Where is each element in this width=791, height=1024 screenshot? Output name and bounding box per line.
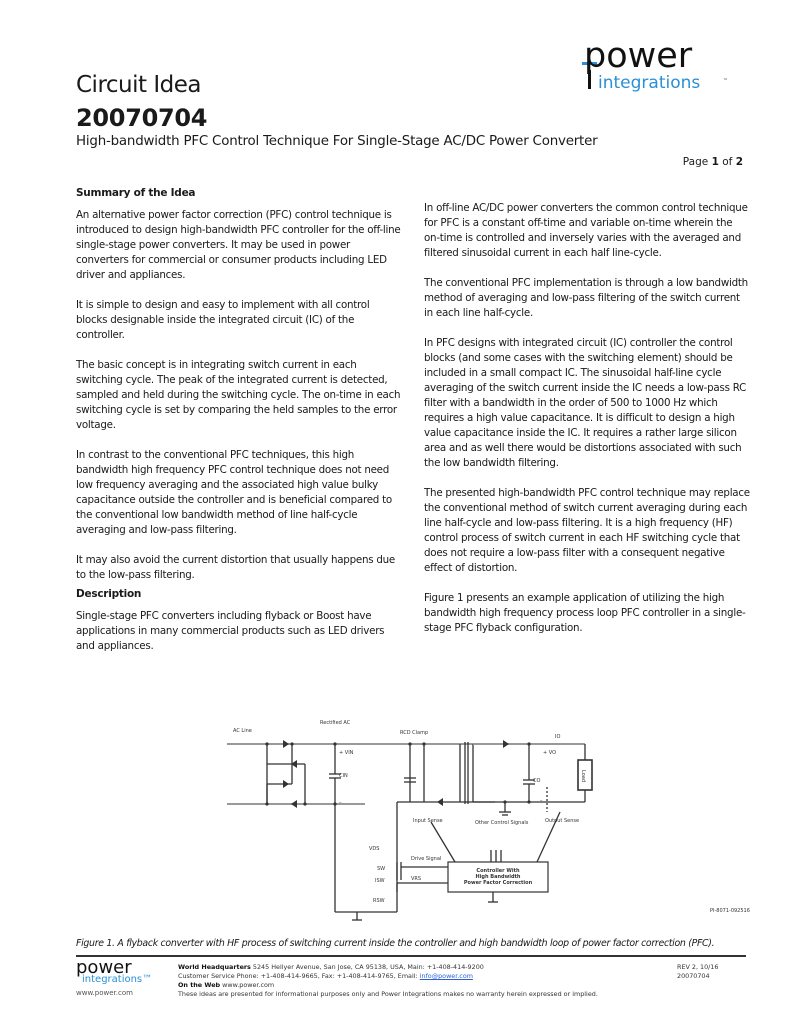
controller-label: Power Factor Correction: [463, 880, 533, 886]
clamp-diode-icon: [437, 798, 443, 806]
label-rcd-clamp: RCD Clamp: [400, 730, 429, 736]
label-vds: VDS: [369, 846, 380, 852]
body-paragraph: Figure 1 presents an example application of utilizing the high bandwidth high frequency process loop PFC controller in a single-stage PFC flyback configuration.: [424, 592, 746, 634]
web-label: On the Web: [178, 981, 221, 989]
label-other-control-signals: Other Control Signals: [475, 820, 529, 826]
label-ac-line: AC Line: [233, 728, 252, 734]
page-current: 1: [711, 156, 719, 168]
footer-logo-word-integrations: integrations™: [82, 974, 153, 985]
bridge-diode-icon: [283, 740, 289, 748]
label-vin: + VIN: [339, 750, 354, 756]
footer-logo-web: www.power.com: [76, 989, 133, 997]
revision-text: REV 2, 10/16: [677, 963, 719, 971]
summary-paragraph: It may also avoid the current distortion that usually happens due to the low-pass filtering.: [76, 554, 396, 581]
body-paragraph: The presented high-bandwidth PFC control technique may replace the conventional method of switch current averaging during each line half-cycle and low-pass filtering. It is a high frequency (HF) control process of switch current in each HF switching cycle that does not require a low-pass filter with a consequent negative effect of distortion.: [424, 487, 750, 574]
doc-type-heading: Circuit Idea: [76, 72, 201, 98]
output-diode-icon: [503, 740, 509, 748]
power-integrations-logo: [582, 36, 742, 100]
hq-text: 5245 Hellyer Avenue, San Jose, CA 95138, USA, Main: +1-408-414-9200: [252, 963, 484, 971]
footer-revision: [677, 963, 718, 981]
label-isw: ISW: [375, 878, 385, 884]
description-paragraph: Single-stage PFC converters including flyback or Boost have applications in many commercial products such as LED drivers and appliances.: [76, 610, 385, 652]
footer-logo-word-power: power: [76, 957, 132, 978]
page-total: 2: [735, 156, 743, 168]
hq-label: World Headquarters: [178, 963, 251, 971]
figure-id: PI-8071-092516: [710, 908, 750, 914]
label-vo: + VO: [543, 750, 557, 756]
footer-logo: [76, 957, 166, 1010]
left-column: [76, 186, 402, 669]
bridge-diode-icon: [283, 780, 289, 788]
summary-paragraph: In contrast to the conventional PFC techniques, this high bandwidth high frequency PFC control technique does not need low frequency averaging and the associated high value bulky capacitance outside the controller and is beneficial compared to the conventional low bandwidth method of line half-cycle averaging and low-pass filtering.: [76, 449, 392, 536]
label-rsw: RSW: [373, 898, 385, 904]
page-label: Page: [682, 156, 709, 168]
logo-trademark: ™: [723, 78, 728, 84]
label-load: Load: [580, 770, 586, 782]
label-input-sense: Input Sense: [413, 818, 443, 824]
figure-caption: Figure 1. A flyback converter with HF process of switching current inside the controller and high bandwidth loop of power factor correction (PFC).: [76, 938, 715, 949]
label-co: CO: [533, 778, 541, 784]
label-minus-in: –: [339, 800, 342, 806]
doc-number-heading: 20070704: [76, 104, 208, 132]
email-link[interactable]: info@power.com: [419, 972, 473, 980]
summary-paragraph: The basic concept is in integrating switch current in each switching cycle. The peak of the integrated current is detected, sampled and held during the switching cycle. The on-time in each switching cycle is set by comparing the held samples to the error voltage.: [76, 359, 401, 431]
disclaimer: These ideas are presented for informational purposes only and Power Integrations makes no warranty herein expressed or implied.: [178, 990, 598, 998]
controller-label: High Bandwidth: [475, 874, 521, 880]
label-drive-signal: Drive Signal: [411, 856, 442, 862]
page-indicator: [683, 156, 743, 168]
label-rectified-ac: Rectified AC: [320, 720, 351, 726]
flyback-schematic: [215, 712, 775, 932]
footer-doc-number: 20070704: [677, 972, 710, 980]
summary-paragraph: An alternative power factor correction (PFC) control technique is introduced to design high-bandwidth PFC controller for the off-line single-stage power converters. It may be used in power converters for commercial or consumer products including LED driver and appliances.: [76, 209, 401, 281]
customer-service-text: Customer Service Phone: +1-408-414-9665, Fax: +1-408-414-9765, Email:: [178, 972, 418, 980]
label-sw: SW: [377, 866, 386, 872]
summary-heading: Summary of the Idea: [76, 187, 196, 199]
bridge-diode-icon: [291, 800, 297, 808]
label-cin: CIN: [339, 773, 348, 779]
doc-title: High-bandwidth PFC Control Technique For Single-Stage AC/DC Power Converter: [76, 134, 598, 149]
right-column: [424, 201, 750, 651]
body-paragraph: In PFC designs with integrated circuit (IC) controller the control blocks (and some cases with the switching element) should be included in a small compact IC. The sinusoidal half-line cycle averaging of the switch current inside the IC needs a low-pass RC filter with a bandwidth in the order of 500 to 1000 Hz which requires a high value capacitance. It is difficult to design a high value capacitance inside the IC. It requires a rather large silicon area and as well there would be distortions associated with such the low bandwidth filtering.: [424, 337, 747, 469]
body-paragraph: In off-line AC/DC power converters the common control technique for PFC is a constant off-time and variable on-time wherein the on-time is controlled and inversely varies with the averaged and filtered sinusoidal current in each half line-cycle.: [424, 202, 748, 259]
footer-divider: [76, 955, 746, 957]
page-of: of: [722, 156, 733, 168]
label-vrs: VRS: [411, 876, 422, 882]
logo-word-power: power: [584, 36, 693, 76]
label-minus-out: –: [540, 798, 543, 804]
footer-contact-info: [178, 963, 638, 999]
label-output-sense: Output Sense: [545, 818, 580, 824]
description-heading: Description: [76, 588, 142, 600]
web-text[interactable]: www.power.com: [222, 981, 275, 989]
logo-word-integrations: integrations: [598, 73, 701, 93]
summary-paragraph: It is simple to design and easy to implement with all control blocks designable inside the integrated circuit (IC) of the controller.: [76, 299, 370, 341]
body-paragraph: The conventional PFC implementation is through a low bandwidth method of averaging and low-pass filtering of the switch current in each line half-cycle.: [424, 277, 748, 319]
label-io: IO: [555, 734, 561, 740]
controller-label: Controller With: [476, 868, 520, 874]
